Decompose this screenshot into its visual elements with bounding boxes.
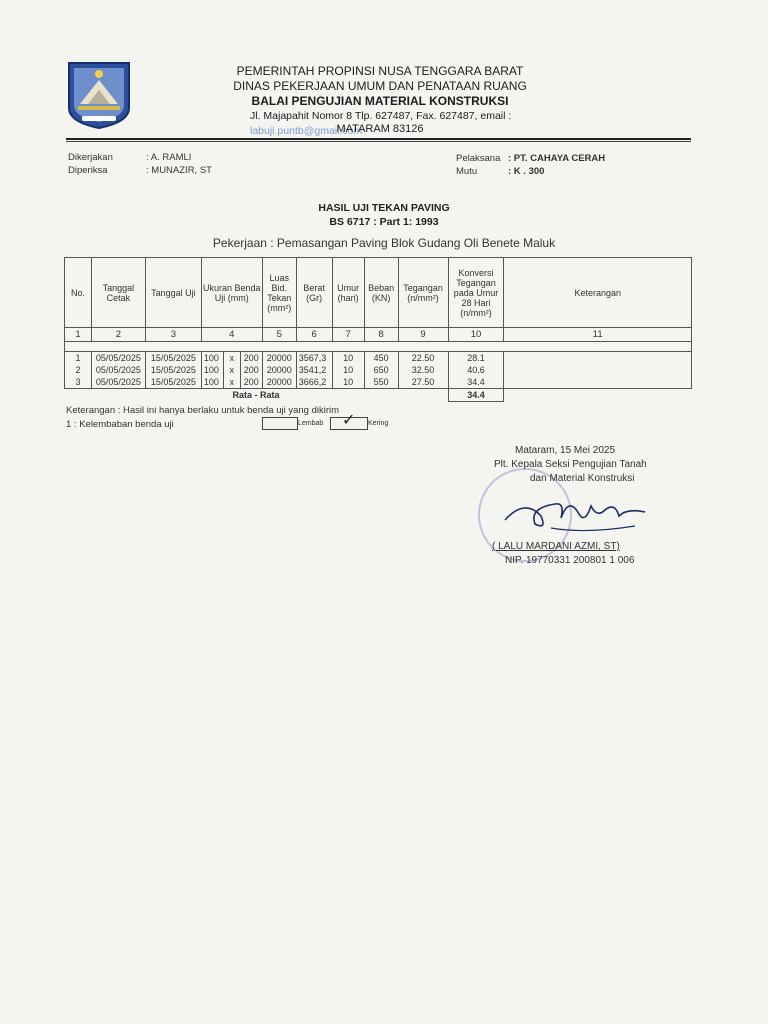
- kering-label: Kering: [368, 420, 389, 427]
- cell-umur: 10: [332, 352, 364, 365]
- average-label: Rata - Rata: [65, 389, 449, 402]
- header-tegangan: Tegangan (n/mm²): [398, 258, 448, 328]
- cell-uji: 15/05/2025: [145, 376, 201, 389]
- cell-lebar: 200: [240, 376, 262, 389]
- lembab-checkbox: [262, 417, 298, 430]
- keterangan-note: Keterangan : Hasil ini hanya berlaku untuk benda uji yang dikirim: [66, 405, 340, 416]
- diperiksa-label: Diperiksa: [68, 165, 108, 176]
- header-konversi: Konversi Tegangan pada Umur 28 Hari (n/mm²): [448, 258, 504, 328]
- results-table: [64, 257, 692, 402]
- cell-konversi: 34.4: [448, 376, 504, 389]
- report-title: HASIL UJI TEKAN PAVING: [318, 202, 450, 214]
- header-umur: Umur (hari): [332, 258, 364, 328]
- col-number: 9: [398, 328, 448, 342]
- dikerjakan-label: Dikerjakan: [68, 152, 113, 163]
- header-keterangan: Keterangan: [504, 258, 692, 328]
- cell-konversi: 40.6: [448, 364, 504, 376]
- cell-cetak: 05/05/2025: [91, 352, 145, 365]
- cell-umur: 10: [332, 376, 364, 389]
- header-city: MATARAM 83126: [336, 123, 424, 135]
- position-line-1: Plt. Kepala Seksi Pengujian Tanah: [494, 459, 647, 470]
- cell-luas: 20000: [262, 364, 296, 376]
- diperiksa-value: : MUNAZIR, ST: [146, 165, 212, 176]
- cell-x: x: [229, 365, 235, 375]
- cell-lebar: 200: [240, 364, 262, 376]
- handwritten-signature: [495, 488, 655, 540]
- cell-cetak: 05/05/2025: [91, 364, 145, 376]
- table-row: [65, 376, 692, 389]
- cell-tegangan: 32.50: [398, 364, 448, 376]
- header-line-3: BALAI PENGUJIAN MATERIAL KONSTRUKSI: [251, 94, 509, 108]
- email-text: labuji.puntb@gmail.com: [250, 125, 363, 137]
- header-tanggal-uji: Tanggal Uji: [145, 258, 201, 328]
- col-number: 5: [262, 328, 296, 342]
- cell-uji: 15/05/2025: [145, 364, 201, 376]
- cell-luas: 20000: [262, 352, 296, 365]
- cell-cetak: 05/05/2025: [91, 376, 145, 389]
- col-number: 1: [65, 328, 92, 342]
- col-number: 6: [296, 328, 332, 342]
- pelaksana-label: Pelaksana: [456, 153, 501, 164]
- cell-uji: 15/05/2025: [145, 352, 201, 365]
- place-date: Mataram, 15 Mei 2025: [515, 445, 616, 456]
- cell-tegangan: 22.50: [398, 352, 448, 365]
- col-number: 8: [364, 328, 398, 342]
- province-logo: [66, 60, 132, 130]
- lembab-label: Lembab: [298, 420, 324, 427]
- average-row: [65, 389, 692, 402]
- cell-no: 2: [65, 364, 92, 376]
- header-line-1: PEMERINTAH PROPINSI NUSA TENGGARA BARAT: [236, 64, 524, 78]
- col-number: 3: [145, 328, 201, 342]
- col-number: 4: [201, 328, 262, 342]
- cell-berat: 3666,2: [296, 376, 332, 389]
- mutu-label: Mutu: [456, 166, 478, 177]
- cell-berat: 3567,3: [296, 352, 332, 365]
- cell-beban: 450: [364, 352, 398, 365]
- cell-panjang: 100: [201, 352, 223, 365]
- report-standard: BS 6717 : Part 1: 1993: [329, 216, 439, 228]
- col-number: 11: [504, 328, 692, 342]
- cell-konversi: 28.1: [448, 352, 504, 365]
- column-number-row: [65, 328, 692, 342]
- cell-x: x: [223, 376, 240, 389]
- cell-no: 1: [65, 352, 92, 365]
- cell-umur: 10: [332, 364, 364, 376]
- header-line-2: DINAS PEKERJAAN UMUM DAN PENATAAN RUANG: [233, 79, 527, 93]
- average-empty: [504, 389, 692, 402]
- header-ukuran: Ukuran Benda Uji (mm): [201, 258, 262, 328]
- address-text: Jl. Majapahit Nomor 8 Tlp. 627487, Fax. 627487, email :: [250, 110, 512, 122]
- cell-lebar: 200: [240, 352, 262, 365]
- header-luas: Luas Bid. Tekan (mm²): [262, 258, 296, 328]
- project-title: Pekerjaan : Pemasangan Paving Blok Gudang Oli Benete Maluk: [212, 236, 556, 250]
- cell-luas: 20000: [262, 376, 296, 389]
- dikerjakan-value: : A. RAMLI: [146, 152, 192, 163]
- pelaksana-value: : PT. CAHAYA CERAH: [508, 153, 606, 164]
- col-number: 7: [332, 328, 364, 342]
- col-number: 10: [448, 328, 504, 342]
- cell-beban: 550: [364, 376, 398, 389]
- cell-no: 3: [65, 376, 92, 389]
- header-divider-thin: [66, 141, 691, 142]
- table-row: [65, 352, 692, 365]
- cell-beban: 650: [364, 364, 398, 376]
- position-line-2: dan Material Konstruksi: [530, 473, 635, 484]
- cell-panjang: 100: [201, 376, 223, 389]
- cell-keterangan: [504, 376, 692, 389]
- cell-keterangan: [504, 364, 692, 376]
- header-divider: [66, 138, 691, 140]
- cell-x: x: [229, 353, 235, 363]
- header-tanggal-cetak: Tanggal Cetak: [91, 258, 145, 328]
- header-beban: Beban (KN): [364, 258, 398, 328]
- cell-tegangan: 27.50: [398, 376, 448, 389]
- cell-berat: 3541,2: [296, 364, 332, 376]
- signatory-name: ( LALU MARDANI AZMI, ST): [492, 541, 620, 552]
- cell-panjang: 100: [201, 364, 223, 376]
- kelembaban-note: 1 : Kelembaban benda uji: [66, 419, 174, 430]
- cell-keterangan: [504, 352, 692, 365]
- header-berat: Berat (Gr): [296, 258, 332, 328]
- average-value: 34.4: [448, 389, 504, 402]
- col-number: 2: [91, 328, 145, 342]
- check-mark-icon: ✓: [342, 412, 356, 429]
- table-row: [65, 364, 692, 376]
- mutu-value: : K . 300: [508, 166, 545, 177]
- table-header-row: [65, 258, 692, 328]
- signatory-nip: NIP. 19770331 200801 1 006: [505, 555, 635, 566]
- header-no: No.: [65, 258, 92, 328]
- spacer-row: [65, 342, 692, 352]
